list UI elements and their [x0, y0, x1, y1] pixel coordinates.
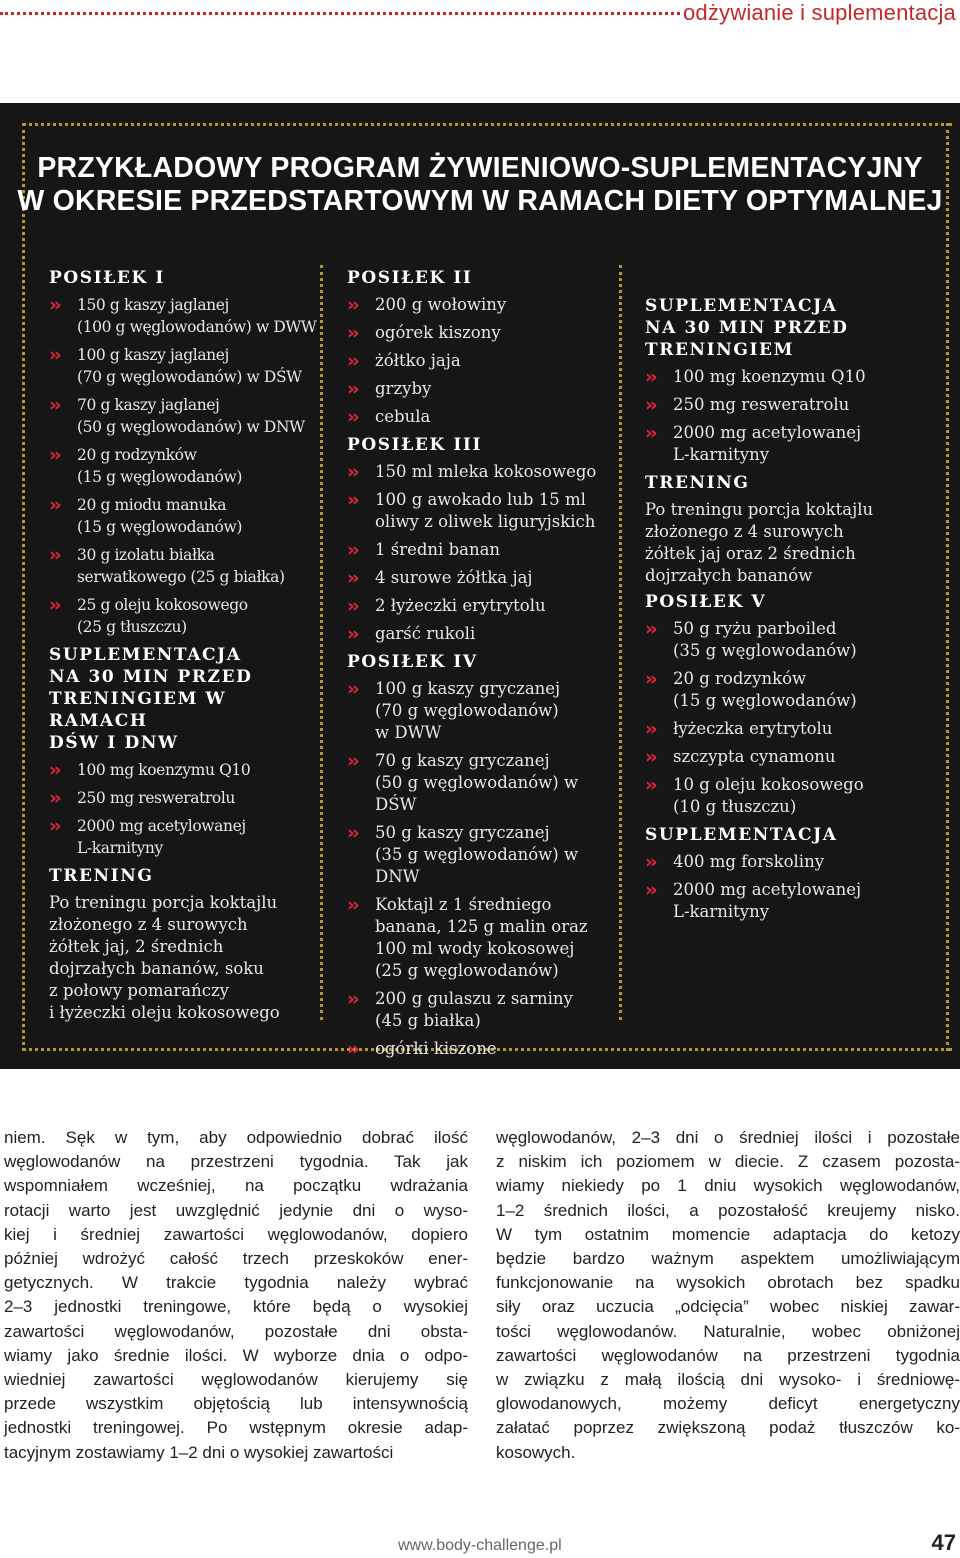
list-item: [645, 618, 945, 662]
article-column-right: [496, 1126, 960, 1465]
section-heading: [49, 267, 321, 289]
list-item: [347, 489, 619, 533]
chevron-right-icon: ››: [347, 539, 357, 561]
section-heading: [49, 865, 321, 887]
article-line: W tym ostatnim momencie adaptacja do ketozy: [496, 1224, 960, 1244]
list-item: [645, 394, 945, 416]
chevron-right-icon: ››: [645, 746, 655, 768]
column-1: [49, 263, 321, 1024]
list-item-line: (50 g węglowodanów) w DNW: [77, 418, 305, 436]
article-line: zawartości węglowodanów, pozostałe dni obsta-: [4, 1321, 468, 1341]
list-item-line: ogórek kiszony: [375, 323, 501, 342]
list-item-line: (70 g węglowodanów): [375, 701, 559, 720]
list-item-line: 100 g kaszy gryczanej: [375, 679, 561, 698]
training-text-line: żółtek jaj oraz 2 średnich: [645, 544, 856, 563]
list-item-line: 50 g ryżu parboiled: [673, 619, 837, 638]
list-item-line: 100 ml wody kokosowej: [375, 939, 575, 958]
list-item-line: (25 g tłuszczu): [77, 618, 187, 636]
section-heading: [645, 824, 945, 846]
list-item-line: 25 g oleju kokosowego: [77, 596, 248, 614]
list-item-line: żółtko jaja: [375, 351, 461, 370]
chevron-right-icon: ››: [49, 594, 59, 616]
list-item-line: 150 ml mleka kokosowego: [375, 462, 597, 481]
chevron-right-icon: ››: [347, 489, 357, 511]
section-heading: [347, 267, 619, 289]
training-text: [49, 892, 321, 1024]
article-line: niem. Sęk w tym, aby odpowiednio dobrać ilość: [4, 1128, 468, 1147]
article-line: wiamy niekiedy po 1 dniu wysokich węglowodanów,: [496, 1176, 960, 1196]
section-heading: [347, 434, 619, 456]
chevron-right-icon: ››: [645, 718, 655, 740]
article-line: getycznych. W trakcie tygodnia należy wybrać: [4, 1273, 468, 1293]
list-item-line: 20 g miodu manuka: [77, 496, 227, 514]
list-item: [347, 406, 619, 428]
program-title-line2: W OKRESIE PRZEDSTARTOWYM W RAMACH DIETY OPTYMALNEJ: [17, 185, 943, 217]
program-box: [0, 103, 960, 1069]
list-item: [347, 623, 619, 645]
page-header: [0, 0, 960, 30]
section-heading-line: POSIŁEK V: [645, 592, 767, 612]
chevron-right-icon: ››: [645, 668, 655, 690]
chevron-right-icon: ››: [49, 444, 59, 466]
section-heading-line: DŚW I DNW: [49, 733, 179, 753]
chevron-right-icon: ››: [347, 750, 357, 772]
list-item: [347, 988, 619, 1032]
article-line: tości węglowodanów. Naturalnie, wobec obniżonej: [496, 1321, 960, 1341]
article-line: w związku z małą ilością dni wysoko- i średniowę-: [496, 1370, 960, 1390]
list-item-line: (10 g tłuszczu): [673, 797, 797, 816]
section-heading: [347, 651, 619, 673]
article-line: z niskim ich poziomem w diecie. Z czasem pozosta-: [496, 1152, 960, 1172]
chevron-right-icon: ››: [347, 678, 357, 700]
chevron-right-icon: ››: [49, 815, 59, 837]
article-line: kosowych.: [496, 1442, 576, 1462]
article-line: glowodanowych, możemy deficyt energetyczny: [496, 1394, 960, 1414]
list-item: [347, 595, 619, 617]
article-line: 2–3 jednostki treningowe, które będą o wysokiej: [4, 1297, 468, 1317]
list-item-line: (35 g węglowodanów) w DNW: [375, 845, 579, 886]
list-item-line: 2000 mg acetylowanej: [673, 423, 862, 442]
column-3: [645, 291, 945, 929]
list-item: [49, 394, 321, 438]
section-heading-line: TRENING: [49, 866, 154, 886]
list-item-line: 200 g gulaszu z sarniny: [375, 989, 573, 1008]
section-heading-line: TRENING: [645, 473, 750, 493]
chevron-right-icon: ››: [49, 394, 59, 416]
chevron-right-icon: ››: [49, 294, 59, 316]
list-item: [645, 668, 945, 712]
list-item-line: szczypta cynamonu: [673, 747, 836, 766]
training-text-line: żółtek jaj, 2 średnich: [49, 937, 224, 956]
list-item: [49, 787, 321, 809]
article-line: rotacji warto jest uwzględnić jedynie dni o wyso-: [4, 1200, 468, 1220]
list-item-line: cebula: [375, 407, 431, 426]
section-heading: [645, 591, 945, 613]
list-item: [347, 894, 619, 982]
training-text-line: dojrzałych bananów, soku: [49, 959, 264, 978]
article-line: kiej i średniej zawartości węglowodanów, dopiero: [4, 1224, 468, 1244]
list-item-line: serwatkowego (25 g białka): [77, 568, 285, 586]
list-item: [347, 461, 619, 483]
chevron-right-icon: ››: [347, 595, 357, 617]
list-item: [347, 678, 619, 744]
section-heading: [49, 644, 321, 754]
chevron-right-icon: ››: [347, 567, 357, 589]
section-heading-line: SUPLEMENTACJA: [49, 645, 242, 665]
article-line: później wdrożyć całość trzech przeskoków ener-: [4, 1249, 468, 1269]
article-line: wspomniałem wcześniej, na początku wdrażania: [4, 1176, 468, 1196]
training-text-line: Po treningu porcja koktajlu: [49, 893, 278, 912]
list-item-line: (50 g węglowodanów) w DŚW: [375, 773, 579, 814]
article-line: 1–2 średnich ilości, a pozostałość kreujemy nisko.: [496, 1200, 960, 1220]
training-text: [645, 499, 945, 587]
chevron-right-icon: ››: [347, 822, 357, 844]
list-item-line: 30 g izolatu białka: [77, 546, 215, 564]
list-item-line: (100 g węglowodanów) w DWW: [77, 318, 317, 336]
list-item: [49, 494, 321, 538]
list-item-line: 70 g kaszy jaglanej: [77, 396, 220, 414]
list-item-line: 150 g kaszy jaglanej: [77, 296, 229, 314]
chevron-right-icon: ››: [645, 394, 655, 416]
list-item: [347, 539, 619, 561]
list-item-line: 250 mg resweratrolu: [673, 395, 850, 414]
training-text-line: Po treningu porcja koktajlu: [645, 500, 874, 519]
list-item-line: 70 g kaszy gryczanej: [375, 751, 550, 770]
chevron-right-icon: ››: [347, 322, 357, 344]
chevron-right-icon: ››: [645, 422, 655, 444]
list-item: [645, 366, 945, 388]
training-text-line: i łyżeczki oleju kokosowego: [49, 1003, 280, 1022]
list-item: [645, 422, 945, 466]
chevron-right-icon: ››: [347, 406, 357, 428]
section-heading-line: POSIŁEK III: [347, 435, 482, 455]
list-item-line: 10 g oleju kokosowego: [673, 775, 864, 794]
header-dotted-rule: [0, 12, 680, 15]
column-2: [347, 263, 619, 1066]
program-title-line1: PRZYKŁADOWY PROGRAM ŻYWIENIOWO-SUPLEMENTACYJNY: [37, 152, 923, 184]
list-item-line: (35 g węglowodanów): [673, 641, 857, 660]
training-text-line: złożonego z 4 surowych: [49, 915, 248, 934]
list-item: [347, 294, 619, 316]
list-item-line: banana, 125 g malin oraz: [375, 917, 588, 936]
article-line: jednostki treningowej. Po wstępnym okresie adap-: [4, 1418, 468, 1438]
box-border-top: [22, 123, 952, 126]
section-heading-line: POSIŁEK IV: [347, 652, 478, 672]
article-line: będzie bardzo ważnym aspektem umożliwiającym: [496, 1249, 960, 1269]
section-heading-line: NA 30 MIN PRZED: [49, 667, 253, 687]
page-number: 47: [931, 1530, 956, 1555]
article-line: załatać poprzez zwiększoną podaż tłuszczów ko-: [496, 1418, 960, 1438]
article-line: węglowodanów na przestrzeni tygodnia. Tak jak: [4, 1152, 468, 1172]
list-item-line: L-karnityny: [77, 839, 163, 857]
training-text-line: z połowy pomarańczy: [49, 981, 229, 1000]
list-item: [347, 322, 619, 344]
list-item-line: 4 surowe żółtka jaj: [375, 568, 533, 587]
list-item-line: 2 łyżeczki erytrytolu: [375, 596, 546, 615]
list-item: [347, 1038, 619, 1060]
chevron-right-icon: ››: [645, 366, 655, 388]
list-item-line: łyżeczka erytrytolu: [673, 719, 833, 738]
list-item-line: 100 g awokado lub 15 ml: [375, 490, 586, 509]
section-heading-line: TRENINGIEM: [645, 340, 795, 360]
list-item-line: w DWW: [375, 723, 442, 742]
list-item-line: L-karnityny: [673, 902, 770, 921]
list-item: [49, 444, 321, 488]
list-item: [645, 851, 945, 873]
list-item: [347, 350, 619, 372]
chevron-right-icon: ››: [347, 461, 357, 483]
list-item-line: 20 g rodzynków: [77, 446, 197, 464]
list-item-line: Koktajl z 1 średniego: [375, 895, 552, 914]
list-item-line: 100 mg koenzymu Q10: [77, 761, 251, 779]
chevron-right-icon: ››: [645, 879, 655, 901]
chevron-right-icon: ››: [49, 759, 59, 781]
training-text-line: złożonego z 4 surowych: [645, 522, 844, 541]
section-heading-line: NA 30 MIN PRZED: [645, 318, 849, 338]
chevron-right-icon: ››: [347, 988, 357, 1010]
list-item-line: (15 g węglowodanów): [673, 691, 857, 710]
chevron-right-icon: ››: [645, 618, 655, 640]
list-item-line: L-karnityny: [673, 445, 770, 464]
list-item-line: grzyby: [375, 379, 432, 398]
list-item: [645, 746, 945, 768]
section-heading-line: SUPLEMENTACJA: [645, 296, 838, 316]
chevron-right-icon: ››: [347, 350, 357, 372]
article-line: tacyjnym zostawiamy 1–2 dni o wysokiej zawartości: [4, 1442, 394, 1462]
chevron-right-icon: ››: [49, 544, 59, 566]
chevron-right-icon: ››: [347, 294, 357, 316]
chevron-right-icon: ››: [347, 623, 357, 645]
list-item-line: 250 mg resweratrolu: [77, 789, 235, 807]
chevron-right-icon: ››: [49, 344, 59, 366]
list-item: [49, 594, 321, 638]
list-item-line: (25 g węglowodanów): [375, 961, 559, 980]
training-text-line: dojrzałych bananów: [645, 566, 813, 585]
chevron-right-icon: ››: [49, 494, 59, 516]
chevron-right-icon: ››: [645, 851, 655, 873]
list-item: [645, 718, 945, 740]
list-item-line: (15 g węglowodanów): [77, 468, 242, 486]
list-item: [645, 879, 945, 923]
column-separator-2: [619, 265, 622, 1020]
list-item-line: 20 g rodzynków: [673, 669, 807, 688]
section-heading: [645, 472, 945, 494]
list-item: [49, 344, 321, 388]
list-item-line: 50 g kaszy gryczanej: [375, 823, 550, 842]
section-heading-line: POSIŁEK I: [49, 268, 165, 288]
section-heading-line: TRENINGIEM W RAMACH: [49, 689, 227, 731]
article-line: węglowodanów, 2–3 dni o średniej ilości i pozostałe: [496, 1128, 960, 1147]
section-title: odżywianie i suplementacja: [682, 0, 956, 25]
list-item: [347, 750, 619, 816]
list-item-line: 100 g kaszy jaglanej: [77, 346, 229, 364]
section-heading-line: POSIŁEK II: [347, 268, 473, 288]
chevron-right-icon: ››: [347, 894, 357, 916]
article-column-left: [4, 1126, 468, 1465]
chevron-right-icon: ››: [645, 774, 655, 796]
list-item-line: (70 g węglowodanów) w DŚW: [77, 368, 302, 386]
article-line: wiedniej zawartości węglowodanów kierujemy się: [4, 1370, 468, 1390]
box-border-right: [946, 123, 949, 1051]
chevron-right-icon: ››: [347, 1038, 357, 1060]
list-item-line: 200 g wołowiny: [375, 295, 507, 314]
list-item: [347, 378, 619, 400]
list-item: [347, 822, 619, 888]
list-item-line: 2000 mg acetylowanej: [673, 880, 862, 899]
chevron-right-icon: ››: [49, 787, 59, 809]
list-item: [49, 294, 321, 338]
list-item: [49, 815, 321, 859]
footer-url[interactable]: www.body-challenge.pl: [398, 1537, 562, 1554]
list-item-line: (45 g białka): [375, 1011, 481, 1030]
article-line: zawartości węglowodanów na przestrzeni tygodnia: [496, 1345, 960, 1365]
list-item-line: garść rukoli: [375, 624, 476, 643]
list-item-line: 1 średni banan: [375, 540, 501, 559]
article-line: przede wszystkim objętością lub intensywnością: [4, 1394, 468, 1414]
list-item: [49, 759, 321, 781]
article-line: funkcjonowanie na wysokich obrotach bez spadku: [496, 1273, 960, 1293]
section-heading-line: SUPLEMENTACJA: [645, 825, 838, 845]
article-line: wiamy jako średnie ilości. W wyborze dnia o odpo-: [4, 1345, 468, 1365]
list-item: [645, 774, 945, 818]
list-item-line: 400 mg forskoliny: [673, 852, 825, 871]
list-item: [49, 544, 321, 588]
list-item-line: ogórki kiszone: [375, 1039, 497, 1058]
list-item-line: 2000 mg acetylowanej: [77, 817, 246, 835]
article-line: siły oraz uczucia „odcięcia” wobec niskiej zawar-: [496, 1297, 960, 1317]
chevron-right-icon: ››: [347, 378, 357, 400]
list-item-line: (15 g węglowodanów): [77, 518, 242, 536]
section-heading: [645, 295, 945, 361]
list-item-line: 100 mg koenzymu Q10: [673, 367, 866, 386]
list-item: [347, 567, 619, 589]
list-item-line: oliwy z oliwek liguryjskich: [375, 512, 596, 531]
box-border-left: [22, 123, 25, 1051]
